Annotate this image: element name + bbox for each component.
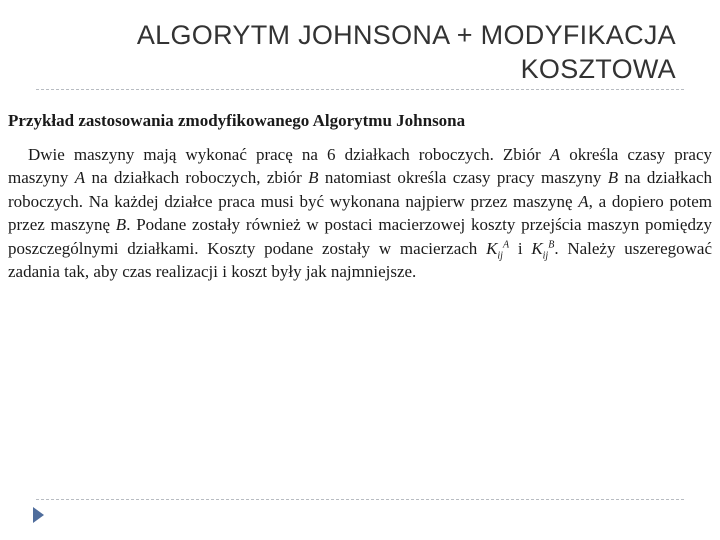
text-segment: Dwie maszyny mają wykonać pracę na 6 działkach roboczych. Zbiór xyxy=(28,145,541,164)
text-segment: natomiast określa czasy pracy maszyny xyxy=(324,168,602,188)
example-heading: Przykład zastosowania zmodyfikowanego Algorytmu Johnsona xyxy=(8,111,466,130)
matrix-k-a xyxy=(486,238,510,262)
text-segment: na działkach roboczych. Na każdej działce praca musi być wykonana najpierw przez maszynę xyxy=(8,168,713,211)
slide-title-line-2: KOSZTOWA xyxy=(520,54,676,84)
text-segment: . Podane zostały również w postaci macierzowej koszty przejścia maszyn pomiędzy poszczególnymi działkami. Koszty podane zostały w macierzach xyxy=(8,215,712,258)
variable-b: B xyxy=(115,215,127,235)
bottom-divider xyxy=(36,499,684,500)
matrix-k-b-sub: ij xyxy=(542,250,549,262)
variable-a: A xyxy=(549,145,561,164)
matrix-k-a-sub: ij xyxy=(497,250,503,262)
variable-a: A xyxy=(578,191,589,211)
problem-description xyxy=(8,143,712,283)
slide-content xyxy=(8,109,712,283)
matrix-k-a-sup: A xyxy=(502,238,510,250)
variable-b: B xyxy=(607,168,619,188)
play-arrow-icon[interactable] xyxy=(33,507,44,523)
matrix-k-b-sup: B xyxy=(548,238,555,250)
variable-a: A xyxy=(74,168,86,188)
slide-title-line-1: ALGORYTM JOHNSONA + MODYFIKACJA xyxy=(136,20,676,50)
text-segment: na działkach roboczych, zbiór xyxy=(91,168,302,188)
text-segment: określa czasy pracy maszyny xyxy=(8,145,713,188)
variable-b: B xyxy=(308,168,319,188)
slide-title xyxy=(56,18,676,86)
text-segment: i xyxy=(517,238,523,258)
top-divider xyxy=(36,89,684,90)
text-segment: , a dopiero potem przez maszynę xyxy=(8,191,713,235)
matrix-k-b xyxy=(531,238,555,262)
matrix-k-a-base: K xyxy=(486,238,498,258)
text-segment: . Należy uszeregować zadania tak, aby czas realizacji i koszt były jak najmniejsze. xyxy=(8,238,712,282)
matrix-k-b-base: K xyxy=(531,238,543,258)
